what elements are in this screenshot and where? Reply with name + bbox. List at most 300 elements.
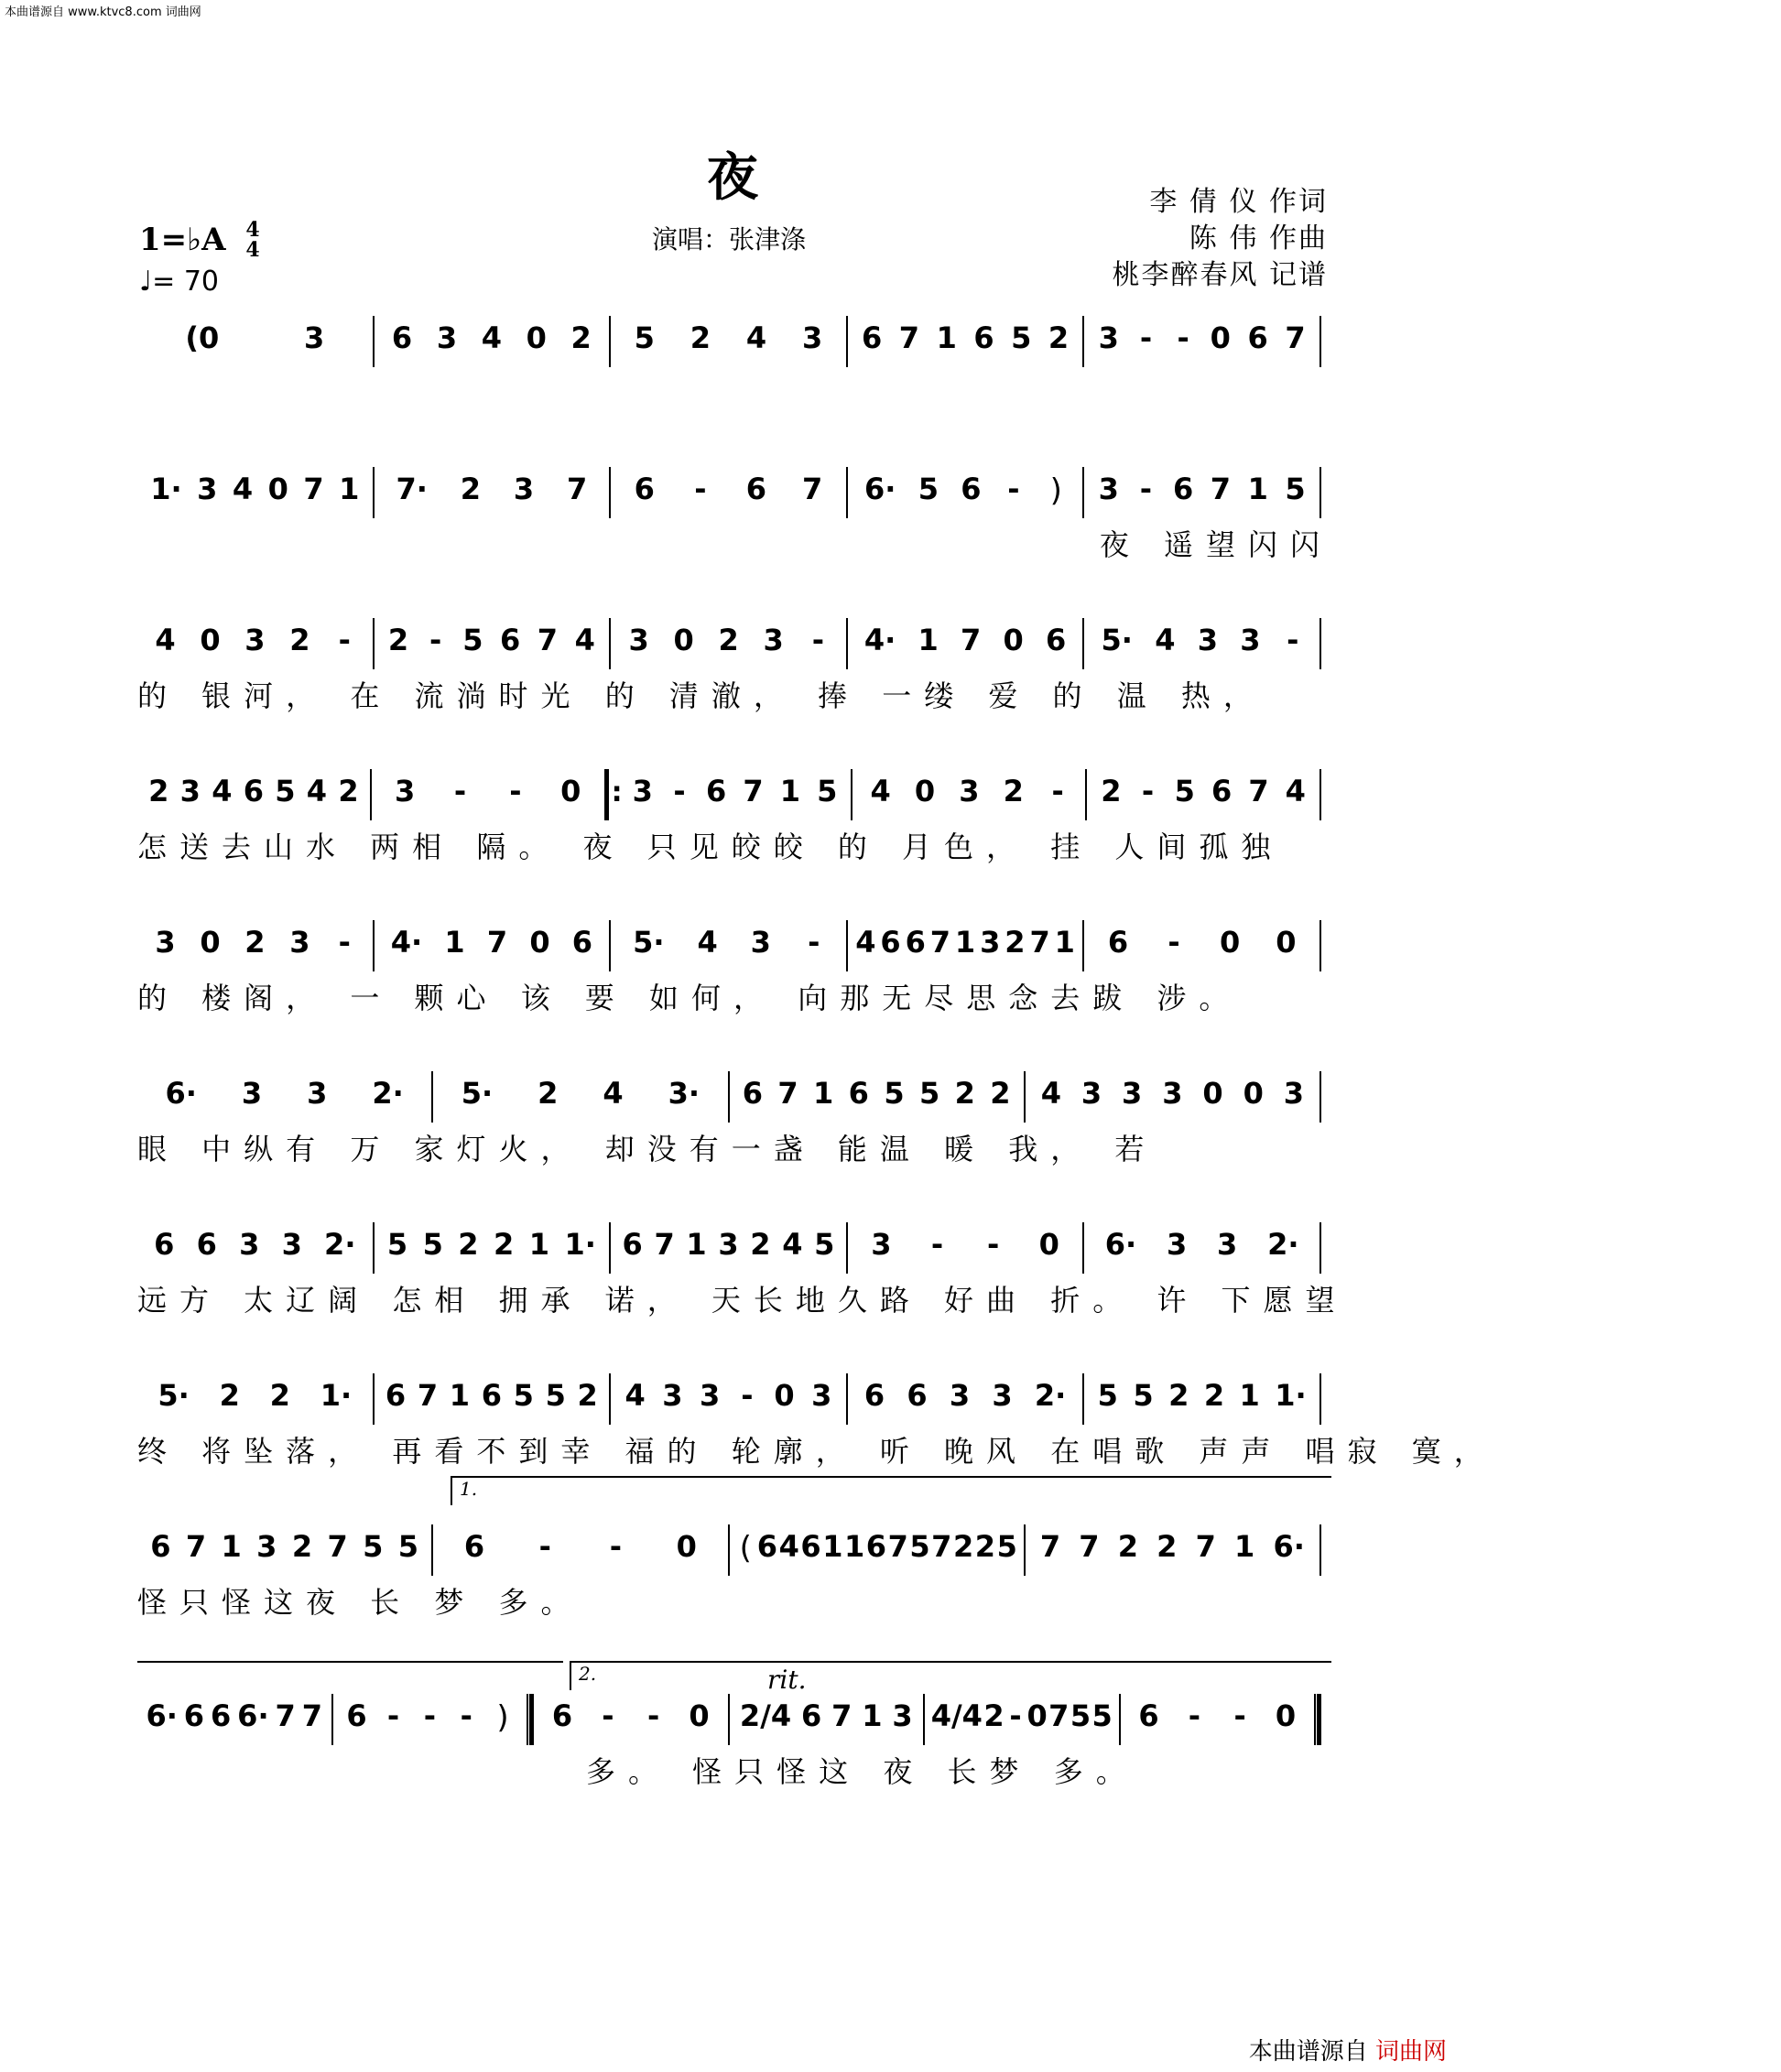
note: 6 xyxy=(551,1698,573,1733)
volta-1-continuation xyxy=(137,1661,563,1690)
note: 6 xyxy=(862,320,883,355)
note: 6 xyxy=(1107,925,1129,960)
note: 2 xyxy=(983,1698,1005,1733)
note: 7 xyxy=(1248,774,1269,808)
note: 2· xyxy=(372,1076,404,1111)
measure xyxy=(375,1373,610,1428)
measure xyxy=(611,316,846,371)
lyrics-row: 怎送去山水 两相 隔。 夜 只见皎皎 的 月色， 挂 人间孤独 xyxy=(137,830,1284,864)
measure xyxy=(730,1524,1024,1579)
measure xyxy=(137,618,373,673)
measure xyxy=(848,1222,1083,1277)
note: 2 xyxy=(1003,774,1024,808)
note: 5 xyxy=(397,1529,419,1564)
note: 0 xyxy=(529,925,550,960)
note: 3 xyxy=(892,1698,913,1733)
note: - xyxy=(1007,472,1020,506)
score-system xyxy=(137,769,1332,897)
lyrics-row: 远方 太辽阔 怎相 拥承 诺， 天长地久路 好曲 折。 许 下愿望 xyxy=(137,1283,1348,1318)
note: 3 xyxy=(980,925,1001,960)
note: 7 xyxy=(931,1529,952,1564)
note: 6 xyxy=(973,320,994,355)
note: 7 xyxy=(537,623,559,657)
note: 6 xyxy=(1138,1698,1159,1733)
note: 6 xyxy=(865,1529,887,1564)
note: 4/4 xyxy=(930,1698,983,1733)
note: 1 xyxy=(1247,472,1268,506)
note: 6 xyxy=(1172,472,1194,506)
footer-right-text: 词曲网 xyxy=(1374,2038,1447,2066)
note: 0 xyxy=(1202,1076,1223,1111)
note: 5 xyxy=(422,1227,443,1262)
lyrics-row: 多。 怪只怪这 夜 长梦 多。 xyxy=(586,1754,1138,1789)
note: 2· xyxy=(324,1227,356,1262)
note: 3 xyxy=(1197,623,1218,657)
note: 1 xyxy=(822,1529,843,1564)
note: 4 xyxy=(1040,1076,1061,1111)
measure xyxy=(619,769,852,824)
note: 3 xyxy=(959,774,980,808)
note: 7 xyxy=(743,774,764,808)
measure xyxy=(1321,467,1332,522)
note: 3 xyxy=(700,1378,721,1413)
note: 6· xyxy=(165,1076,197,1111)
note: 5 xyxy=(1174,774,1195,808)
time-sig-top: 4 xyxy=(245,218,260,242)
note: 4 xyxy=(574,623,595,657)
note: 4 xyxy=(855,925,876,960)
note: 6 xyxy=(481,1378,502,1413)
note: 4 xyxy=(870,774,891,808)
notation-row xyxy=(137,769,1332,824)
note: 5 xyxy=(275,774,296,808)
time-sig-bottom: 4 xyxy=(245,238,260,262)
score-system xyxy=(137,467,1332,595)
note: 3 xyxy=(1098,472,1119,506)
note: 5· xyxy=(157,1378,190,1413)
note: 0 xyxy=(774,1378,795,1413)
note: 2 xyxy=(387,623,409,657)
volta-1-bracket xyxy=(451,1476,1331,1505)
measure xyxy=(611,1222,846,1277)
note: 2 xyxy=(291,1529,313,1564)
note: 3 xyxy=(303,320,325,355)
note: 7 xyxy=(1195,1529,1216,1564)
note: 5· xyxy=(633,925,665,960)
composer-credit: 陈 伟 作曲 xyxy=(1189,222,1328,255)
note: 1 xyxy=(1054,925,1075,960)
note: 3 xyxy=(811,1378,832,1413)
note: - xyxy=(808,925,820,960)
lyricist-credit: 李 倩 仪 作词 xyxy=(1149,186,1328,218)
score-system xyxy=(137,1222,1348,1351)
measure xyxy=(433,1071,727,1126)
note: 6 xyxy=(385,1378,407,1413)
note: 7 xyxy=(1039,1529,1061,1564)
note: 2 xyxy=(690,320,711,355)
note: 3 xyxy=(750,925,771,960)
note: - xyxy=(386,1698,400,1733)
header-watermark: 本曲谱源自 www.ktvc8.com 词曲网 xyxy=(5,5,201,19)
note: 1 xyxy=(1234,1529,1255,1564)
note: 0 xyxy=(1243,1076,1264,1111)
note: 1 xyxy=(686,1227,707,1262)
note: 5 xyxy=(545,1378,566,1413)
lyrics-row: 眼 中纵有 万 家灯火， 却没有一盏 能温 暖 我， 若 xyxy=(137,1132,1157,1166)
measure xyxy=(848,1373,1083,1428)
note: 3 xyxy=(802,320,823,355)
note: 3· xyxy=(668,1076,700,1111)
note: 0 xyxy=(1026,1698,1048,1733)
lyrics-row: 怪只怪这夜 长 梦 多。 xyxy=(137,1585,583,1620)
note: 4 xyxy=(697,925,718,960)
note: 0 xyxy=(267,472,288,506)
score-system xyxy=(137,316,1332,444)
measure xyxy=(611,920,846,975)
measure xyxy=(1084,1373,1319,1428)
measure xyxy=(137,1071,431,1126)
note: 6 xyxy=(196,1227,217,1262)
measure xyxy=(1084,618,1319,673)
note: 5 xyxy=(909,1529,930,1564)
note: 6 xyxy=(1045,623,1067,657)
note: 6· xyxy=(863,472,896,506)
note: 5 xyxy=(513,1378,534,1413)
note: 5 xyxy=(918,1076,940,1111)
measure xyxy=(333,1694,527,1749)
measure xyxy=(1321,1071,1332,1126)
note: 2 xyxy=(952,1529,974,1564)
note: - xyxy=(423,1698,437,1733)
note: 2 xyxy=(494,1227,515,1262)
note: 3 xyxy=(718,1227,739,1262)
footer-left-text: 本曲谱源自 xyxy=(1248,2038,1368,2066)
note: 2 xyxy=(1168,1378,1189,1413)
note: 6 xyxy=(634,472,655,506)
volta-1-label: 1. xyxy=(460,1478,478,1500)
note: 6 xyxy=(800,1698,822,1733)
note: 6 xyxy=(907,1378,928,1413)
note: 6 xyxy=(346,1698,367,1733)
note: 4· xyxy=(863,623,896,657)
note: 7 xyxy=(1029,925,1050,960)
note: 3 xyxy=(662,1378,683,1413)
note: 0 xyxy=(1038,1227,1059,1262)
note: 2 xyxy=(538,1076,559,1111)
final-barline xyxy=(1314,1694,1321,1745)
measure xyxy=(1087,769,1319,824)
note: 4 xyxy=(212,774,233,808)
lyrics-row: 的 银河， 在 流淌时光 的 清澈， 捧 一缕 爱 的 温 热， xyxy=(137,678,1265,713)
measure xyxy=(611,1373,846,1428)
note: 4 xyxy=(603,1076,624,1111)
measure xyxy=(375,920,610,975)
note: - xyxy=(673,774,686,808)
note: - xyxy=(453,774,467,808)
note: 4 xyxy=(782,1227,803,1262)
note: 7 xyxy=(898,320,920,355)
note: 2 xyxy=(148,774,169,808)
note: 1 xyxy=(862,1698,883,1733)
note: 3 xyxy=(179,774,201,808)
note: 7 xyxy=(654,1227,675,1262)
note: 1· xyxy=(564,1227,596,1262)
note: 7 xyxy=(486,925,508,960)
note: - xyxy=(1051,774,1064,808)
score-system xyxy=(137,1694,1332,1822)
note: - xyxy=(338,623,351,657)
key-signature xyxy=(139,220,260,260)
measure xyxy=(1321,769,1332,824)
note: - xyxy=(694,472,707,506)
ritardando-marking: rit. xyxy=(767,1665,807,1695)
note: 6· xyxy=(1104,1227,1137,1262)
note: 1 xyxy=(1239,1378,1260,1413)
note: - xyxy=(602,1698,614,1733)
measure xyxy=(375,467,610,522)
notation-row xyxy=(137,1694,1332,1749)
note: 1 xyxy=(936,320,957,355)
note: 1 xyxy=(779,774,800,808)
measure xyxy=(534,1694,728,1749)
note: 7 xyxy=(185,1529,207,1564)
note: - xyxy=(1141,774,1155,808)
note: 2/4 xyxy=(739,1698,792,1733)
note: 7 xyxy=(777,1076,798,1111)
note: 3 xyxy=(281,1227,302,1262)
note: 1· xyxy=(1275,1378,1307,1413)
score-system xyxy=(137,618,1332,746)
note: 4 xyxy=(232,472,254,506)
note: 3 xyxy=(241,1076,263,1111)
note: - xyxy=(811,623,825,657)
note: 3 xyxy=(513,472,535,506)
measure xyxy=(1321,920,1332,975)
note: 2 xyxy=(990,1076,1011,1111)
note: 3 xyxy=(1217,1227,1238,1262)
note: 5 xyxy=(634,320,655,355)
note: 5 xyxy=(1091,1698,1113,1733)
note: 2· xyxy=(1034,1378,1067,1413)
note: 3 xyxy=(1240,623,1261,657)
note: 7 xyxy=(1285,320,1306,355)
note: 7 xyxy=(887,1529,908,1564)
note: 2 xyxy=(954,1076,975,1111)
note: 7 xyxy=(417,1378,439,1413)
note: 6· xyxy=(146,1698,178,1733)
note: - xyxy=(1177,320,1189,355)
measure xyxy=(137,467,373,522)
note: - xyxy=(986,1227,1000,1262)
note: 1· xyxy=(150,472,182,506)
note: - xyxy=(930,1227,944,1262)
key-label: 1=♭A xyxy=(139,222,226,258)
note: 0 xyxy=(689,1698,710,1733)
measure xyxy=(1084,467,1319,522)
note: 2 xyxy=(1203,1378,1225,1413)
notation-row xyxy=(137,1373,1332,1428)
note: 2 xyxy=(269,1378,290,1413)
measure xyxy=(375,316,610,371)
note: 6 xyxy=(150,1529,171,1564)
note: 6 xyxy=(756,1529,778,1564)
measure xyxy=(137,1222,373,1277)
note: 2· xyxy=(1267,1227,1299,1262)
measure xyxy=(137,1694,331,1749)
note: 1 xyxy=(221,1529,242,1564)
note: 6 xyxy=(706,774,727,808)
note: 0 xyxy=(676,1529,697,1564)
measure xyxy=(611,467,846,522)
measure xyxy=(375,1222,610,1277)
measure xyxy=(137,1524,431,1579)
note: 6· xyxy=(237,1698,269,1733)
note: 6 xyxy=(961,472,982,506)
notation-row xyxy=(137,316,1332,371)
note: 7 xyxy=(303,472,324,506)
measure xyxy=(372,769,604,824)
note: 3 xyxy=(1162,1076,1183,1111)
note: 7 xyxy=(929,925,951,960)
note: 2 xyxy=(1048,320,1070,355)
note: 5 xyxy=(884,1076,905,1111)
note: 3 xyxy=(307,1076,328,1111)
singer-credit: 演唱：张津涤 xyxy=(652,224,807,255)
time-signature xyxy=(245,220,259,260)
note: 6 xyxy=(622,1227,643,1262)
measure xyxy=(1321,1373,1332,1428)
measure xyxy=(137,316,373,371)
note: 1 xyxy=(339,472,360,506)
note: 7 xyxy=(1210,472,1232,506)
note: 3 xyxy=(244,623,266,657)
note: 3 xyxy=(436,320,458,355)
note: 4 xyxy=(481,320,502,355)
measure xyxy=(1084,316,1319,371)
note: - xyxy=(538,1529,551,1564)
note: - xyxy=(1287,623,1299,657)
note: 3 xyxy=(256,1529,277,1564)
note: - xyxy=(1188,1698,1200,1733)
measure xyxy=(848,467,1083,522)
note: 6 xyxy=(800,1529,821,1564)
lyrics-row: 终 将坠落， 再看不到幸 福的 轮廓， 听 晚风 在唱歌 声声 唱寂 寞， xyxy=(137,1434,1496,1469)
volta-2-bracket xyxy=(570,1661,1331,1690)
measure xyxy=(848,316,1083,371)
measure xyxy=(1321,1694,1332,1749)
note: 6· xyxy=(1273,1529,1305,1564)
volta-2-label: 2. xyxy=(579,1663,597,1685)
note: 2 xyxy=(338,774,359,808)
note: 7 xyxy=(275,1698,296,1733)
note: 2 xyxy=(570,320,592,355)
note: 0 xyxy=(914,774,936,808)
lyrics-row: 的 楼阁， 一 颗心 该 要 如何， 向那无尽思念去跋 涉。 xyxy=(137,981,1242,1015)
note: - xyxy=(646,1698,660,1733)
note: 4 xyxy=(155,623,176,657)
note: 6 xyxy=(210,1698,232,1733)
notation-row xyxy=(137,920,1332,975)
note: 6 xyxy=(1211,774,1233,808)
note: (0 xyxy=(185,320,220,355)
note: 5· xyxy=(1101,623,1133,657)
note: 2 xyxy=(577,1378,598,1413)
note: 7 xyxy=(831,1698,852,1733)
note: 3 xyxy=(763,623,784,657)
note: 5 xyxy=(996,1529,1017,1564)
notation-row xyxy=(137,618,1332,673)
note: 0 xyxy=(1276,925,1297,960)
note: 5 xyxy=(817,774,838,808)
measure xyxy=(1121,1694,1315,1749)
note: 0 xyxy=(1219,925,1241,960)
note: - xyxy=(509,774,522,808)
song-title: 夜 xyxy=(707,147,758,208)
note: 2 xyxy=(1117,1529,1138,1564)
note: 0 xyxy=(1003,623,1024,657)
note: - xyxy=(429,623,442,657)
note: 7 xyxy=(1079,1529,1100,1564)
note: 2 xyxy=(289,623,310,657)
note: 4 xyxy=(624,1378,646,1413)
note: 2 xyxy=(460,472,482,506)
note: - xyxy=(338,925,351,960)
note: - xyxy=(1233,1698,1246,1733)
note: 2 xyxy=(974,1529,996,1564)
note: 0 xyxy=(200,623,221,657)
repeat-start-barline xyxy=(604,769,619,820)
note: 0 xyxy=(1210,320,1231,355)
note: 3 xyxy=(632,774,653,808)
note: 5 xyxy=(1097,1378,1118,1413)
note: 5 xyxy=(386,1227,408,1262)
notation-row xyxy=(137,1524,1332,1579)
note: 6 xyxy=(154,1227,175,1262)
note: 2 xyxy=(458,1227,479,1262)
note: 3 xyxy=(1081,1076,1102,1111)
notation-row xyxy=(137,1222,1332,1277)
note: 1· xyxy=(320,1378,353,1413)
measure xyxy=(1321,1524,1332,1579)
note: - xyxy=(1009,1698,1022,1733)
score-system xyxy=(137,1071,1332,1199)
measure xyxy=(848,920,1083,975)
note: 4 xyxy=(1155,623,1176,657)
measure xyxy=(1321,316,1332,371)
note: 7 xyxy=(802,472,823,506)
note: 0 xyxy=(560,774,581,808)
note: 2 xyxy=(219,1378,240,1413)
note: 2 xyxy=(1101,774,1122,808)
note: 3 xyxy=(1283,1076,1304,1111)
note: 2 xyxy=(1157,1529,1178,1564)
note: 3 xyxy=(949,1378,971,1413)
footer-watermark xyxy=(1249,2033,1447,2067)
note: 3 xyxy=(992,1378,1013,1413)
measure xyxy=(611,618,846,673)
measure xyxy=(730,1694,924,1749)
note: 2 xyxy=(750,1227,771,1262)
note: 6 xyxy=(463,1529,485,1564)
measure xyxy=(1026,1524,1319,1579)
note: 0 xyxy=(1275,1698,1297,1733)
note: 6 xyxy=(745,472,767,506)
note: 2 xyxy=(244,925,266,960)
measure xyxy=(1026,1071,1319,1126)
note: 6 xyxy=(499,623,521,657)
note: 1 xyxy=(813,1076,834,1111)
note: 6 xyxy=(183,1698,205,1733)
